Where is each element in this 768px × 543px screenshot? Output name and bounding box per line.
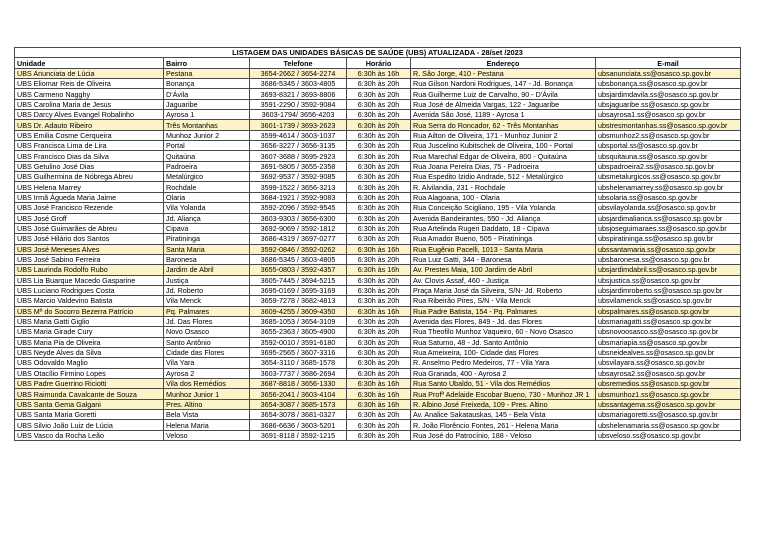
cell-horario: 6:30h às 20h (347, 347, 411, 357)
cell-unidade: UBS Getulino José Dias (15, 161, 164, 171)
cell-endereco: Rua Guilherme Luiz de Carvalho, 90 - D'Ávila (411, 89, 596, 99)
table-row (15, 327, 741, 337)
cell-telefone: 3695-0169 / 3695-3169 (250, 285, 347, 295)
cell-telefone: 3655-2363 / 3605-4900 (250, 327, 347, 337)
cell-bairro: Veloso (164, 430, 250, 440)
cell-bairro: Pq. Palmares (164, 306, 250, 316)
cell-horario: 6:30h às 20h (347, 327, 411, 337)
cell-telefone: 3601-1739 / 3693-2623 (250, 120, 347, 130)
cell-unidade: UBS Guilhermina de Nóbrega Abreu (15, 172, 164, 182)
cell-endereco: Rua José do Patrocínio, 188 - Veloso (411, 430, 596, 440)
cell-bairro: Helena Maria (164, 420, 250, 430)
cell-email: ubsbonança.ss@osasco.sp.gov.br (596, 79, 741, 89)
cell-unidade: UBS Laurinda Rodolfo Rubo (15, 265, 164, 275)
cell-endereco: R. São Jorge, 410 - Pestana (411, 68, 596, 78)
cell-horario: 6:30h às 16h (347, 244, 411, 254)
cell-email: ubsbaronesa.ss@osasco.sp.gov.br (596, 254, 741, 264)
cell-bairro: Novo Osasco (164, 327, 250, 337)
table-row (15, 192, 741, 202)
cell-bairro: Baronesa (164, 254, 250, 264)
table-row (15, 203, 741, 213)
cell-email: ubsmariagatti.ss@osasco.sp.gov.br (596, 316, 741, 326)
cell-horario: 6:30h às 20h (347, 316, 411, 326)
cell-telefone: 3691-5805 / 3655-2358 (250, 161, 347, 171)
cell-email: ubsmetalurgicos.ss@osasco.sp.gov.br (596, 172, 741, 182)
table-row (15, 234, 741, 244)
table-row (15, 172, 741, 182)
cell-email: ubsayrosa2.ss@osasco.sp.gov.br (596, 368, 741, 378)
cell-unidade: UBS José Francisco Rezende (15, 203, 164, 213)
table-row (15, 89, 741, 99)
cell-telefone: 3686-6636 / 3603-5201 (250, 420, 347, 430)
cell-unidade: UBS Neyde Alves da Silva (15, 347, 164, 357)
cell-bairro: Ayrosa 2 (164, 368, 250, 378)
cell-endereco: R. Albino José Freixeda, 109 - Pres. Altino (411, 399, 596, 409)
cell-endereco: Avenida das Flores, 849 - Jd. das Flores (411, 316, 596, 326)
cell-bairro: Santa Maria (164, 244, 250, 254)
cell-unidade: UBS Eliomar Reis de Oliveira (15, 79, 164, 89)
cell-horario: 6:30h às 20h (347, 203, 411, 213)
cell-telefone: 3686-4319 / 3697-0277 (250, 234, 347, 244)
table-row (15, 110, 741, 120)
cell-unidade: UBS Carmeno Nagghy (15, 89, 164, 99)
cell-endereco: Rua Alagoana, 100 - Olaria (411, 192, 596, 202)
cell-telefone: 3687-8818 / 3656-1330 (250, 379, 347, 389)
cell-endereco: Av. Prestes Maia, 100 Jardim de Abril (411, 265, 596, 275)
cell-unidade: UBS Marcio Valdevino Batista (15, 296, 164, 306)
cell-horario: 6:30h às 16h (347, 389, 411, 399)
cell-endereco: Rua Gilson Nardoni Rodrigues, 147 - Jd. Bonança (411, 79, 596, 89)
table-row (15, 379, 741, 389)
cell-unidade: UBS Maria Girade Cury (15, 327, 164, 337)
cell-unidade: UBS Francisca Lima de Lira (15, 141, 164, 151)
cell-horario: 6:30h às 20h (347, 275, 411, 285)
cell-horario: 6:30h às 20h (347, 141, 411, 151)
spreadsheet (14, 47, 740, 441)
cell-bairro: Quitaúna (164, 151, 250, 161)
cell-bairro: Pres. Altino (164, 399, 250, 409)
table-row (15, 347, 741, 357)
header-email: E-mail (596, 58, 741, 68)
table-row (15, 368, 741, 378)
cell-unidade: UBS Odovaldo Maglio (15, 358, 164, 368)
cell-telefone: 3599-1522 / 3656-3213 (250, 182, 347, 192)
cell-email: ubsayrosa1.ss@osasco.sp.gov.br (596, 110, 741, 120)
ubs-table (14, 47, 741, 441)
cell-endereco: Rua Ailton de Oliveira, 171 - Munhoz Junior 2 (411, 130, 596, 140)
cell-bairro: Jd. Roberto (164, 285, 250, 295)
header-row (15, 58, 741, 68)
cell-email: ubspalmares.ss@osasco.sp.gov.br (596, 306, 741, 316)
cell-horario: 6:30h às 20h (347, 285, 411, 295)
table-row (15, 151, 741, 161)
cell-bairro: Três Montanhas (164, 120, 250, 130)
cell-telefone: 3603-1794/ 3656-4203 (250, 110, 347, 120)
cell-email: ubsjustica.ss@osasco.sp.gov.br (596, 275, 741, 285)
table-row (15, 265, 741, 275)
cell-endereco: Rua Saturno, 48 - Jd. Santo Antônio (411, 337, 596, 347)
cell-email: ubsvilayolanda.ss@osasco.sp.gov.br (596, 203, 741, 213)
cell-email: ubsmunhoz1.ss@osasco.sp.gov.br (596, 389, 741, 399)
header-unidade: Unidade (15, 58, 164, 68)
table-row (15, 120, 741, 130)
cell-telefone: 3691-8118 / 3592-1215 (250, 430, 347, 440)
cell-endereco: Rua Granada, 400 - Ayrosa 2 (411, 368, 596, 378)
cell-email: ubsanunciata.ss@osasco.sp.gov.br (596, 68, 741, 78)
cell-unidade: UBS Maria Gatti Giglio (15, 316, 164, 326)
cell-endereco: Rua Ribeirão Pires, S/N - Vila Menck (411, 296, 596, 306)
cell-telefone: 3659-7278 / 3682-4813 (250, 296, 347, 306)
cell-endereco: Rua Eugênio Pacelli, 1013 - Santa Maria (411, 244, 596, 254)
cell-horario: 6:30h às 20h (347, 99, 411, 109)
table-row (15, 161, 741, 171)
cell-horario: 6:30h às 20h (347, 151, 411, 161)
cell-endereco: Avenida São José, 1189 - Ayrosa 1 (411, 110, 596, 120)
cell-horario: 6:30h às 20h (347, 130, 411, 140)
cell-bairro: Jardim de Abril (164, 265, 250, 275)
table-row (15, 254, 741, 264)
cell-unidade: UBS José Meneses Alves (15, 244, 164, 254)
cell-horario: 6:30h às 20h (347, 254, 411, 264)
cell-horario: 6:30h às 20h (347, 223, 411, 233)
cell-horario: 6:30h às 20h (347, 161, 411, 171)
cell-horario: 6:30h às 20h (347, 337, 411, 347)
cell-bairro: Piratininga (164, 234, 250, 244)
cell-bairro: Vila Yolanda (164, 203, 250, 213)
cell-email: ubstresmontanhas.ss@osasco.sp.gov.br (596, 120, 741, 130)
cell-endereco: Av. Analice Sakatauskas, 145 - Bela Vista (411, 410, 596, 420)
table-row (15, 306, 741, 316)
cell-horario: 6:30h às 16h (347, 306, 411, 316)
cell-telefone: 3592-2096 / 3592-9545 (250, 203, 347, 213)
cell-endereco: Rua Serra do Roncador, 62 - Três Montanhas (411, 120, 596, 130)
cell-telefone: 3695-2565 / 3607-3316 (250, 347, 347, 357)
cell-telefone: 3656-3227 / 3656-3135 (250, 141, 347, 151)
header-bairro: Bairro (164, 58, 250, 68)
cell-endereco: Rua Santo Ubaldo, 51 - Vila dos Remédios (411, 379, 596, 389)
cell-horario: 6:30h às 20h (347, 172, 411, 182)
cell-unidade: UBS Irmã Águeda Maria Jaime (15, 192, 164, 202)
cell-email: ubspiratininga.ss@osasco.sp.gov.br (596, 234, 741, 244)
table-row (15, 213, 741, 223)
cell-email: ubsnovoosasco.ss@osasco.sp.gov.br (596, 327, 741, 337)
cell-bairro: Cipava (164, 223, 250, 233)
cell-endereco: Rua Profª Adelaide Escobar Bueno, 730 - Munhoz JR 1 (411, 389, 596, 399)
cell-email: ubsmariapia.ss@osasco.sp.gov.br (596, 337, 741, 347)
cell-bairro: Jd. Das Flores (164, 316, 250, 326)
cell-horario: 6:30h às 16h (347, 265, 411, 275)
table-row (15, 399, 741, 409)
cell-bairro: Jd. Aliança (164, 213, 250, 223)
cell-bairro: Pestana (164, 68, 250, 78)
table-row (15, 420, 741, 430)
cell-unidade: UBS Vasco da Rocha Leão (15, 430, 164, 440)
cell-endereco: Rua José de Almeida Vargas, 122 - Jaguaribe (411, 99, 596, 109)
cell-telefone: 3692-9069 / 3592-1812 (250, 223, 347, 233)
cell-horario: 6:30h às 16h (347, 399, 411, 409)
cell-email: ubsjardimdabril.ss@osasco.sp.gov.br (596, 265, 741, 275)
table-row (15, 79, 741, 89)
cell-endereco: Av. Clovis Assaf, 460 - Justiça (411, 275, 596, 285)
cell-bairro: Munhoz Junior 2 (164, 130, 250, 140)
table-row (15, 182, 741, 192)
table-row (15, 223, 741, 233)
cell-email: ubssantamaria.ss@osasco.sp.gov.br (596, 244, 741, 254)
cell-bairro: D'Ávila (164, 89, 250, 99)
cell-unidade: UBS Santa Gema Galgani (15, 399, 164, 409)
cell-endereco: Praça Maria José da Silveira, S/N- Jd. Roberto (411, 285, 596, 295)
cell-horario: 6:30h às 20h (347, 410, 411, 420)
cell-telefone: 3656-2041 / 3603-4104 (250, 389, 347, 399)
cell-telefone: 3599-4614 / 3603-1037 (250, 130, 347, 140)
table-row (15, 99, 741, 109)
table-row (15, 285, 741, 295)
table-row (15, 275, 741, 285)
cell-email: ubsportal.ss@osasco.sp.gov.br (596, 141, 741, 151)
cell-unidade: UBS Otacílio Firmino Lopes (15, 368, 164, 378)
cell-telefone: 3605-7445 / 3694-5215 (250, 275, 347, 285)
cell-unidade: UBS Darcy Alves Evangel Robalinho (15, 110, 164, 120)
cell-unidade: UBS Emilia Cosme Cerqueira (15, 130, 164, 140)
cell-endereco: R. João Florêncio Fontes, 261 - Helena Maria (411, 420, 596, 430)
cell-unidade: UBS Lia Buarque Macedo Gasparine (15, 275, 164, 285)
cell-unidade: UBS José Sabino Ferreira (15, 254, 164, 264)
cell-horario: 6:30h às 20h (347, 79, 411, 89)
cell-email: ubsmariagoretti.ss@osasco.sp.gov.br (596, 410, 741, 420)
table-row (15, 141, 741, 151)
cell-email: ubsremedios.ss@osasco.sp.gov.br (596, 379, 741, 389)
cell-bairro: Portal (164, 141, 250, 151)
table-row (15, 337, 741, 347)
cell-bairro: Justiça (164, 275, 250, 285)
cell-horario: 6:30h às 20h (347, 213, 411, 223)
cell-endereco: Rua Conceição Scigliano, 195 - Vila Yolanda (411, 203, 596, 213)
cell-email: ubsjaguaribe.ss@osasco.sp.gov.br (596, 99, 741, 109)
cell-email: ubshelenamarrey.ss@osasco.sp.gov.br (596, 182, 741, 192)
cell-bairro: Vila dos Remédios (164, 379, 250, 389)
cell-telefone: 3685-1053 / 3654-3109 (250, 316, 347, 326)
table-body (15, 68, 741, 440)
sheet-title: LISTAGEM DAS UNIDADES BÁSICAS DE SAÚDE (UBS) ATUALIZADA - 28/set /2023 (15, 48, 741, 58)
cell-horario: 6:30h às 20h (347, 368, 411, 378)
cell-bairro: Munhoz Junior 1 (164, 389, 250, 399)
cell-endereco: Rua Theofilo Munhoz Vaqueiro, 60 - Novo Osasco (411, 327, 596, 337)
table-row (15, 430, 741, 440)
table-row (15, 358, 741, 368)
cell-telefone: 3654-3087 / 3685-1573 (250, 399, 347, 409)
cell-bairro: Vila Yara (164, 358, 250, 368)
cell-endereco: Rua Luiz Gatti, 344 - Baronesa (411, 254, 596, 264)
cell-unidade: UBS Santa Maria Goretti (15, 410, 164, 420)
cell-telefone: 3654-3110 / 3685-1578 (250, 358, 347, 368)
cell-bairro: Bonança (164, 79, 250, 89)
cell-telefone: 3686-5345 / 3603-4805 (250, 254, 347, 264)
cell-horario: 6:30h às 20h (347, 110, 411, 120)
cell-bairro: Rochdale (164, 182, 250, 192)
cell-telefone: 3603-7737 / 3686-2694 (250, 368, 347, 378)
cell-bairro: Ayrosa 1 (164, 110, 250, 120)
cell-email: ubsmunhoz2.ss@osasco.sp.gov.br (596, 130, 741, 140)
cell-unidade: UBS Francisco Dias da Silva (15, 151, 164, 161)
cell-horario: 6:30h às 20h (347, 420, 411, 430)
cell-horario: 6:30h às 20h (347, 430, 411, 440)
cell-endereco: Rua Ameixeira, 100- Cidade das Flores (411, 347, 596, 357)
cell-unidade: UBS Anunciata de Lúcia (15, 68, 164, 78)
cell-email: ubspadroeira2.ss@osasco.sp.gov.br (596, 161, 741, 171)
cell-email: ubsneidealves.ss@osasco.sp.gov.br (596, 347, 741, 357)
cell-email: ubshelenamaria.ss@osasco.sp.gov.br (596, 420, 741, 430)
header-telefone: Telefone (250, 58, 347, 68)
cell-telefone: 3592-0010 / 3591-6180 (250, 337, 347, 347)
cell-bairro: Olaria (164, 192, 250, 202)
cell-unidade: UBS Carolina Maria de Jesus (15, 99, 164, 109)
cell-telefone: 3591-2290 / 3592-9084 (250, 99, 347, 109)
cell-email: ubsjardimdavila.ss@osasco.sp.gov.br (596, 89, 741, 99)
cell-horario: 6:30h às 20h (347, 296, 411, 306)
cell-endereco: R. Anselmo Pedro Medeiros, 77 - Vila Yara (411, 358, 596, 368)
table-row (15, 389, 741, 399)
table-row (15, 410, 741, 420)
cell-horario: 6:30h às 16h (347, 68, 411, 78)
table-row (15, 296, 741, 306)
cell-telefone: 3655-0803 / 3592-4357 (250, 265, 347, 275)
cell-email: ubsquitauna.ss@osasco.sp.gov.br (596, 151, 741, 161)
cell-unidade: UBS Luciano Rodrigues Costa (15, 285, 164, 295)
cell-horario: 6:30h às 20h (347, 358, 411, 368)
cell-endereco: Avenida Bandeirantes, 550 - Jd. Aliança (411, 213, 596, 223)
cell-horario: 6:30h às 20h (347, 192, 411, 202)
cell-endereco: Rua Marechal Edgar de Oliveira, 800 - Quitaúna (411, 151, 596, 161)
cell-endereco: Rua Joana Pereira Dias, 75 - Padroeira (411, 161, 596, 171)
table-row (15, 316, 741, 326)
cell-unidade: UBS José Groff (15, 213, 164, 223)
header-endereco: Endereço (411, 58, 596, 68)
cell-telefone: 3654-3078 / 3681-0327 (250, 410, 347, 420)
table-row (15, 68, 741, 78)
cell-telefone: 3609-4255 / 3609-4350 (250, 306, 347, 316)
cell-email: ubsjardimroberto.ss@osasco.sp.gov.br (596, 285, 741, 295)
cell-horario: 6:30h às 20h (347, 120, 411, 130)
cell-unidade: UBS Helena Marrey (15, 182, 164, 192)
cell-bairro: Santo Antônio (164, 337, 250, 347)
cell-telefone: 3684-1921 / 3592-9083 (250, 192, 347, 202)
cell-unidade: UBS Dr. Adauto Ribeiro (15, 120, 164, 130)
cell-unidade: UBS Mª do Socorro Bezerra Patrício (15, 306, 164, 316)
cell-email: ubsvilayara.ss@osasco.sp.gov.br (596, 358, 741, 368)
cell-email: ubsvilamenck.ss@osasco.sp.gov.br (596, 296, 741, 306)
cell-telefone: 3692-9537 / 3592-9085 (250, 172, 347, 182)
cell-unidade: UBS Padre Guerrino Riciotti (15, 379, 164, 389)
cell-endereco: Rua Artelinda Rugeri Daddato, 18 - Cipava (411, 223, 596, 233)
cell-unidade: UBS José Guimarães de Abreu (15, 223, 164, 233)
cell-email: ubsveloso.ss@osasco.sp.gov.br (596, 430, 741, 440)
cell-bairro: Vila Menck (164, 296, 250, 306)
cell-bairro: Metalúrgico (164, 172, 250, 182)
header-horario: Horário (347, 58, 411, 68)
cell-telefone: 3686-5345 / 3603-4805 (250, 79, 347, 89)
cell-endereco: Rua Juscelino Kubitschek de Oliveira, 100 - Portal (411, 141, 596, 151)
cell-email: ubssantagema.ss@osasco.sp.gov.br (596, 399, 741, 409)
cell-unidade: UBS Raimunda Cavalcante de Souza (15, 389, 164, 399)
cell-telefone: 3592-0846 / 3592-0262 (250, 244, 347, 254)
cell-bairro: Bela Vista (164, 410, 250, 420)
cell-bairro: Cidade das Flores (164, 347, 250, 357)
cell-telefone: 3693-8321 / 3693-8806 (250, 89, 347, 99)
cell-horario: 6:30h às 20h (347, 234, 411, 244)
table-row (15, 244, 741, 254)
cell-email: ubsolaria.ss@osasco.sp.gov.br (596, 192, 741, 202)
cell-endereco: R. Alvilandia, 231 - Rochdale (411, 182, 596, 192)
cell-email: ubsjardimalianca.ss@osasco.sp.gov.br (596, 213, 741, 223)
cell-telefone: 3654-2662 / 3654-2274 (250, 68, 347, 78)
cell-horario: 6:30h às 20h (347, 89, 411, 99)
cell-unidade: UBS Maria Pia de Oliveira (15, 337, 164, 347)
cell-unidade: UBS José Hilário dos Santos (15, 234, 164, 244)
table-row (15, 130, 741, 140)
cell-horario: 6:30h às 20h (347, 182, 411, 192)
cell-endereco: Rua Padre Batista, 154 - Pq. Palmares (411, 306, 596, 316)
cell-bairro: Jaguaribe (164, 99, 250, 109)
cell-unidade: UBS Silvio João Luiz de Lúcia (15, 420, 164, 430)
cell-endereco: Rua Amador Bueno, 505 - Piratininga (411, 234, 596, 244)
cell-bairro: Padroeira (164, 161, 250, 171)
cell-horario: 6:30h às 16h (347, 379, 411, 389)
cell-email: ubsjoseguimaraes.ss@osasco.sp.gov.br (596, 223, 741, 233)
cell-telefone: 3607-3688 / 3695-2923 (250, 151, 347, 161)
cell-endereco: Rua Espedito Izidio Andrade, 512 - Metalúrgico (411, 172, 596, 182)
cell-telefone: 3603-9303 / 3656-6300 (250, 213, 347, 223)
